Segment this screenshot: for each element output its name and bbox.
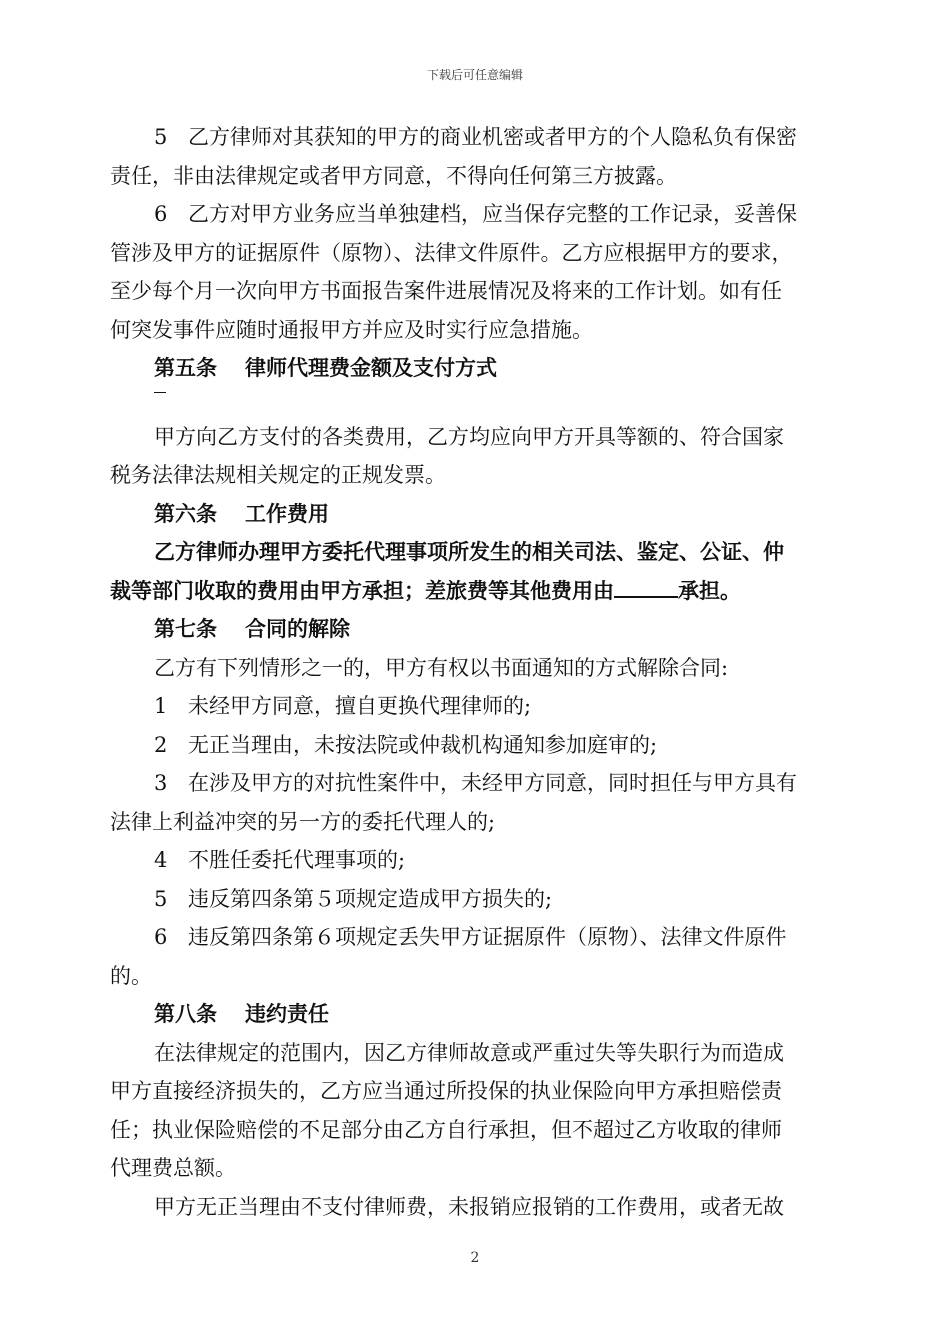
termination-item-5 — [110, 880, 840, 919]
page-header: 下载后可任意编辑 — [426, 68, 523, 82]
article-5-heading — [110, 349, 840, 388]
item-text: 不胜任委托代理事项的; — [188, 848, 406, 872]
breach-line-4: 代理费总额。 — [110, 1156, 236, 1180]
breach-line-3: 任；执业保险赔偿的不足部分由乙方自行承担，但不超过乙方收取的律师 — [110, 1117, 782, 1142]
breach-line-2: 甲方直接经济损失的，乙方应当通过所投保的执业保险向甲方承担赔偿责 — [110, 1079, 782, 1103]
blank-marker — [110, 388, 840, 418]
fill-in-blank[interactable] — [614, 578, 678, 598]
work-expense-line-2 — [110, 572, 840, 611]
article-6-heading — [110, 495, 840, 534]
item-text: 违反第四条第６项规定丢失甲方证据原件（原物）、法律文件原件 — [188, 925, 787, 949]
item-text: 无正当理由，未按法院或仲裁机构通知参加庭审的; — [188, 732, 658, 757]
fee-paragraph-line-1: 甲方向乙方支付的各类费用，乙方均应向甲方开具等额的、符合国家 — [154, 424, 784, 449]
work-expense-line-1: 乙方律师办理甲方委托代理事项所发生的相关司法、鉴定、公证、仲 — [154, 539, 784, 564]
article-7-heading — [110, 610, 840, 649]
page-number: 2 — [470, 1250, 480, 1266]
clause-4-6-line-2: 管涉及甲方的证据原件（原物）、法律文件原件。乙方应根据甲方的要求， — [110, 240, 793, 265]
termination-item-2 — [110, 726, 840, 765]
item-text: 未经甲方同意，擅自更换代理律师的; — [188, 694, 532, 718]
breach-line-1: 在法律规定的范围内，因乙方律师故意或严重过失等失职行为而造成 — [154, 1040, 784, 1065]
item-number: 3 — [154, 771, 168, 795]
article-number: 第五条 — [154, 355, 217, 380]
paragraph-text: 承担。 — [678, 577, 741, 603]
clause-4-6-line-1 — [110, 195, 840, 234]
termination-item-3-cont: 法律上利益冲突的另一方的委托代理人的; — [110, 809, 496, 834]
item-text: 违反第四条第５项规定造成甲方损失的; — [188, 886, 553, 911]
paragraph-text: 乙方律师对其获知的甲方的商业机密或者甲方的个人隐私负有保密 — [188, 125, 797, 149]
item-number: 5 — [154, 886, 168, 911]
item-text: 在涉及甲方的对抗性案件中，未经甲方同意，同时担任与甲方具有 — [188, 771, 797, 795]
dash-mark — [154, 392, 166, 393]
clause-4-6-line-4: 何突发事件应随时通报甲方并应及时实行应急措施。 — [110, 317, 593, 342]
article-number: 第六条 — [154, 500, 217, 526]
article-title: 违约责任 — [245, 1001, 329, 1026]
item-number: 6 — [154, 202, 168, 226]
article-number: 第八条 — [154, 1001, 217, 1026]
clause-4-5-line-2: 责任，非由法律规定或者甲方同意，不得向任何第三方披露。 — [110, 163, 677, 188]
termination-item-1 — [110, 687, 840, 726]
article-title: 律师代理费金额及支付方式 — [245, 355, 497, 380]
item-number: 2 — [154, 732, 168, 757]
article-number: 第七条 — [154, 616, 217, 641]
termination-item-3 — [110, 764, 840, 803]
termination-intro: 乙方有下列情形之一的，甲方有权以书面通知的方式解除合同: — [154, 655, 729, 680]
article-title: 工作费用 — [245, 500, 329, 526]
termination-item-6-cont: 的。 — [110, 963, 152, 988]
termination-item-4 — [110, 841, 840, 880]
item-number: 5 — [154, 125, 168, 149]
paragraph-text: 乙方对甲方业务应当单独建档，应当保存完整的工作记录，妥善保 — [188, 202, 797, 226]
document-body — [110, 118, 840, 1226]
clause-4-6-line-3: 至少每个月一次向甲方书面报告案件进展情况及将来的工作计划。如有任 — [110, 279, 782, 303]
article-title: 合同的解除 — [245, 616, 350, 641]
item-number: 6 — [154, 925, 168, 949]
item-number: 1 — [154, 694, 168, 718]
article-8-heading — [110, 995, 840, 1034]
party-a-breach-line-1: 甲方无正当理由不支付律师费，未报销应报销的工作费用，或者无故 — [154, 1194, 784, 1219]
termination-item-6 — [110, 918, 840, 957]
item-number: 4 — [154, 848, 168, 872]
clause-4-5-line-1 — [110, 118, 840, 157]
paragraph-text: 裁等部门收取的费用由甲方承担；差旅费等其他费用由 — [110, 577, 614, 603]
fee-paragraph-line-2: 税务法律法规相关规定的正规发票。 — [110, 463, 446, 487]
